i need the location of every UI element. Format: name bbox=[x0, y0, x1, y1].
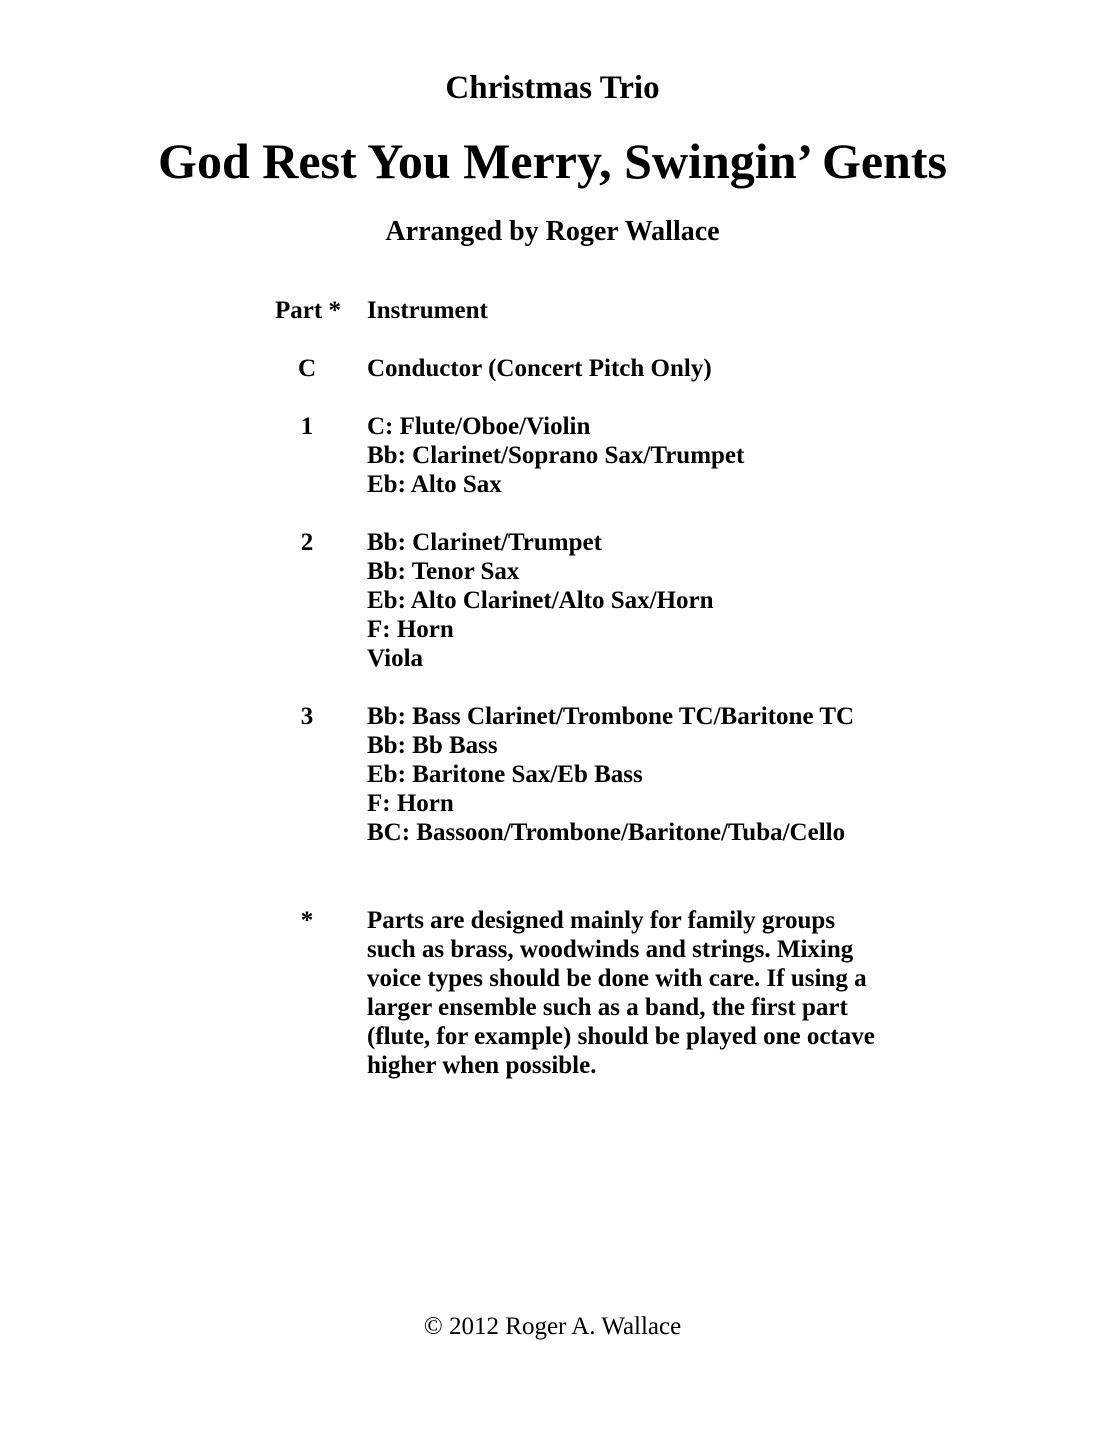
part-label: 3 bbox=[300, 703, 314, 730]
footnote-line: (flute, for example) should be played one octave bbox=[367, 1023, 875, 1050]
arranger-credit: Arranged by Roger Wallace bbox=[385, 216, 720, 247]
instrument-list bbox=[367, 702, 854, 847]
instrument-column-heading bbox=[367, 296, 488, 325]
page-title: God Rest You Merry, Swingin’ Gents bbox=[158, 133, 947, 189]
instrument-item: Bb: Clarinet/Soprano Sax/Trumpet bbox=[367, 442, 745, 469]
part-column-heading: Part * bbox=[275, 297, 341, 324]
part-label: C bbox=[297, 355, 317, 382]
instrument-item: Viola bbox=[367, 645, 424, 672]
footnote-line: voice types should be done with care. If using a bbox=[367, 965, 867, 992]
instrument-item: Conductor (Concert Pitch Only) bbox=[367, 355, 712, 382]
part-label: 1 bbox=[300, 413, 314, 440]
footnote-line: such as brass, woodwinds and strings. Mixing bbox=[367, 936, 854, 963]
instrument-list bbox=[367, 354, 712, 383]
instrument-heading-label: Instrument bbox=[367, 297, 488, 324]
copyright-notice: © 2012 Roger A. Wallace bbox=[423, 1313, 682, 1340]
instrument-item: Bb: Clarinet/Trumpet bbox=[367, 529, 602, 556]
instrument-item: Bb: Tenor Sax bbox=[367, 558, 520, 585]
instrument-list bbox=[367, 528, 714, 673]
instrument-item: F: Horn bbox=[367, 790, 454, 817]
instrument-list bbox=[367, 412, 744, 499]
footnote-line: larger ensemble such as a band, the first part bbox=[367, 994, 848, 1021]
footnote-text bbox=[367, 906, 927, 1080]
instrument-item: BC: Bassoon/Trombone/Baritone/Tuba/Cello bbox=[367, 819, 846, 846]
footnote-marker: * bbox=[300, 907, 314, 934]
instrument-item: Eb: Alto Clarinet/Alto Sax/Horn bbox=[367, 587, 714, 614]
instrument-item: C: Flute/Oboe/Violin bbox=[367, 413, 591, 440]
instrument-item: Eb: Baritone Sax/Eb Bass bbox=[367, 761, 643, 788]
instrument-item: F: Horn bbox=[367, 616, 454, 643]
footnote-line: higher when possible. bbox=[367, 1052, 597, 1079]
series-title: Christmas Trio bbox=[445, 70, 660, 106]
instrument-item: Eb: Alto Sax bbox=[367, 471, 502, 498]
instrument-item: Bb: Bb Bass bbox=[367, 732, 498, 759]
instrument-item: Bb: Bass Clarinet/Trombone TC/Baritone TC bbox=[367, 703, 855, 730]
part-label: 2 bbox=[300, 529, 314, 556]
footnote-line: Parts are designed mainly for family groups bbox=[367, 907, 836, 934]
